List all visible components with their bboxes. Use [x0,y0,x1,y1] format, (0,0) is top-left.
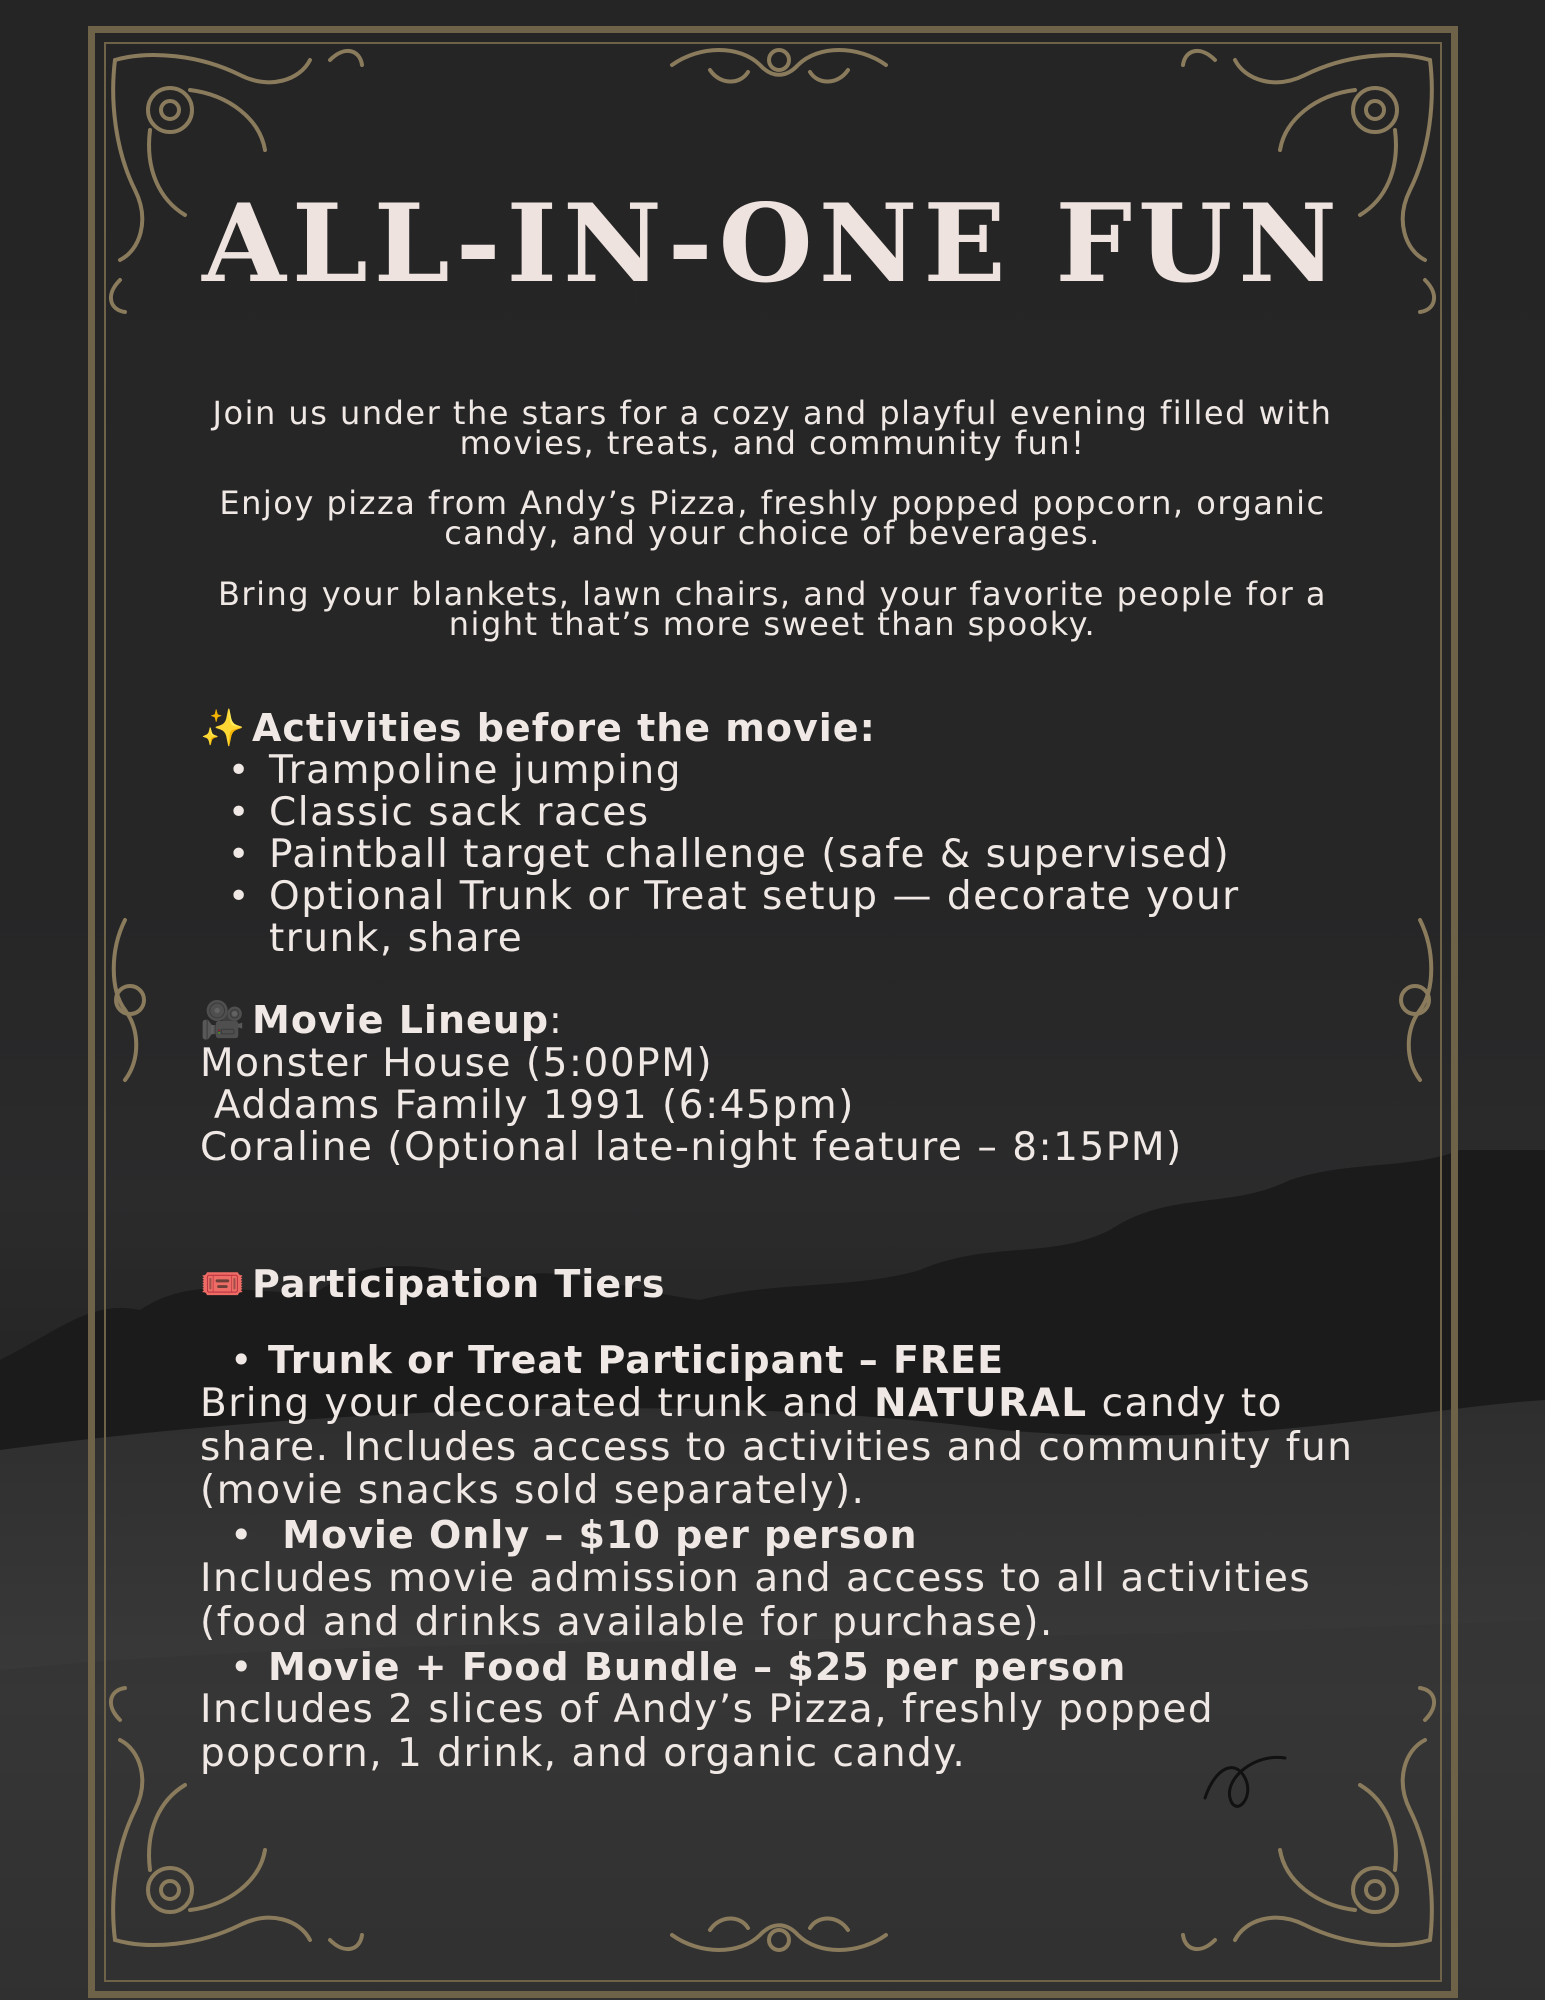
sparkles-icon: ✨ [200,708,246,749]
intro-paragraph: Bring your blankets, lawn chairs, and your favorite people for a night that’s more sweet than spooky. [217,575,1328,643]
tier-description-emphasis: NATURAL [874,1381,1088,1426]
tier-description-text: candy to share. Includes access to activities and community fun (movie snacks sold separately). [200,1381,1354,1513]
participation-tiers-heading [200,1262,665,1306]
tier-name: • Movie + Food Bundle – $25 per person [230,1645,1126,1689]
movie-camera-icon: 🎥 [200,1000,246,1041]
movie-item: Monster House (5:00PM) [200,1041,714,1086]
signature-scribble [1195,1738,1295,1818]
tier-description-text: Bring your decorated trunk and [200,1381,875,1426]
list-item: • Optional Trunk or Treat setup — decorate your trunk, share [228,876,1358,960]
list-item: • Classic sack races [228,792,1358,834]
movie-lineup-heading-text: Movie Lineup [252,998,550,1042]
movie-lineup-heading [200,998,563,1042]
movie-lineup-list [200,1043,1360,1169]
tier-name: • Movie Only – $10 per person [230,1513,918,1557]
flyer-title: ALL-IN-ONE FUN [202,181,1343,307]
tier-description: Includes 2 slices of Andy’s Pizza, freshly popped popcorn, 1 drink, and organic candy. [200,1687,1215,1776]
tier-name: • Trunk or Treat Participant – FREE [230,1338,1004,1382]
activities-heading [200,706,876,750]
ticket-icon: 🎟️ [200,1264,246,1305]
participation-tiers-heading-text: Participation Tiers [252,1262,666,1306]
list-item: • Trampoline jumping [228,750,1358,792]
intro-paragraph: Enjoy pizza from Andy’s Pizza, freshly popped popcorn, organic candy, and your choice of beverages. [219,484,1326,552]
intro-paragraph: Join us under the stars for a cozy and playful evening filled with movies, treats, and community fun! [212,394,1333,462]
activities-list [228,750,1358,960]
activities-heading-text: Activities before the movie: [252,706,876,750]
heading-colon: : [549,998,563,1042]
tier-description [200,1382,1360,1513]
list-item: • Paintball target challenge (safe & supervised) [228,834,1358,876]
movie-item: Addams Family 1991 (6:45pm) [200,1083,855,1128]
tier-description: Includes movie admission and access to all activities (food and drinks available for purchase). [200,1556,1312,1645]
movie-item: Coraline (Optional late-night feature – 8:15PM) [200,1125,1183,1170]
